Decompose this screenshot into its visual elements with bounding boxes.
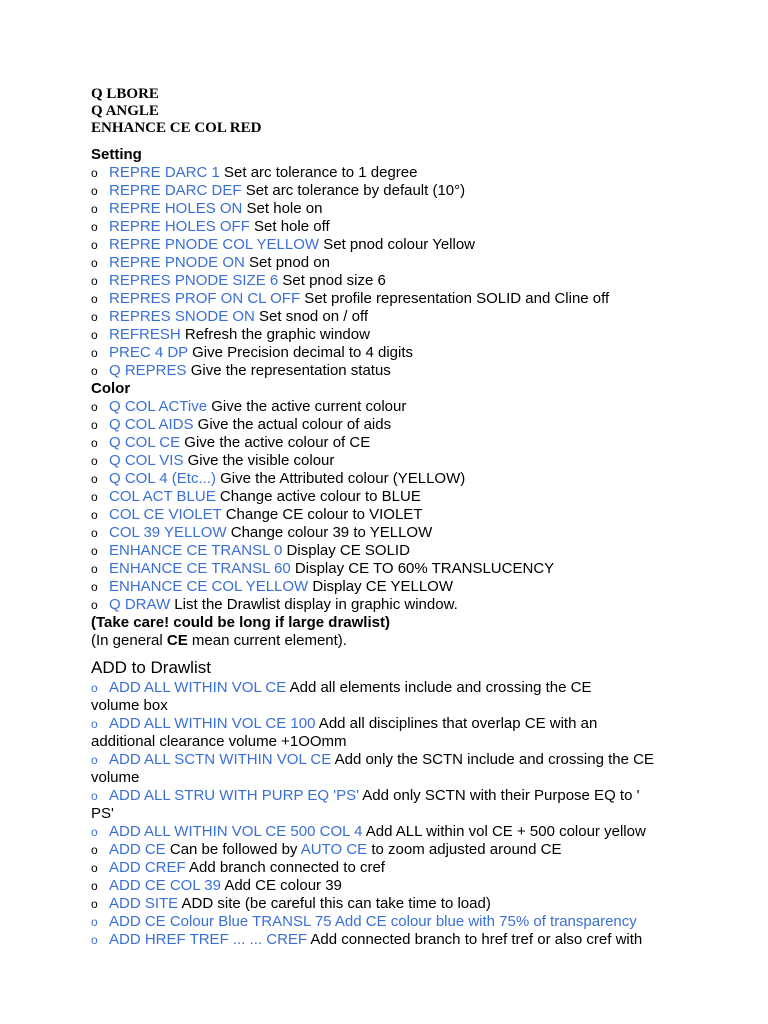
command-description-continued: PS' (91, 805, 114, 822)
list-item (91, 236, 751, 254)
command-text: ADD SITE (109, 895, 179, 912)
bullet-icon: o (91, 861, 98, 875)
bullet-icon: o (91, 310, 98, 324)
bullet-icon: o (91, 789, 98, 803)
command-description: Give the actual colour of aids (193, 416, 392, 433)
command-description: Add all elements include and crossing the CE (286, 679, 592, 696)
list-item (91, 164, 751, 182)
bullet-icon: o (91, 562, 98, 576)
list-item (91, 488, 751, 506)
bullet-icon: o (91, 454, 98, 468)
command-description: Set pnod colour Yellow (319, 236, 476, 253)
list-item (91, 578, 751, 596)
bullet-icon: o (91, 897, 98, 911)
command-text: ADD ALL SCTN WITHIN VOL CE (109, 751, 332, 768)
command-description: Set hole on (242, 200, 323, 217)
command-text: REPRE HOLES ON (109, 200, 243, 217)
bullet-icon: o (91, 681, 98, 695)
list-item (91, 679, 751, 715)
list-item (91, 218, 751, 236)
command-description: Change CE colour to VIOLET (221, 506, 423, 523)
command-description: Change colour 39 to YELLOW (226, 524, 433, 541)
list-item (91, 877, 751, 895)
list-item (91, 560, 751, 578)
bullet-icon: o (91, 933, 98, 947)
bullet-icon: o (91, 526, 98, 540)
bullet-icon: o (91, 166, 98, 180)
command-description: Set pnod size 6 (278, 272, 386, 289)
command-description: Add only the SCTN include and crossing the CE (331, 751, 654, 768)
header-line: Q ANGLE (91, 103, 159, 119)
command-text: REPRE DARC 1 (109, 164, 220, 181)
drawlist-list (91, 679, 751, 949)
list-item (91, 290, 751, 308)
command-description: Give the representation status (186, 362, 391, 379)
bullet-icon: o (91, 879, 98, 893)
command-description: Add all disciplines that overlap CE with an (315, 715, 598, 732)
command-text: COL CE VIOLET (109, 506, 222, 523)
command-text: REPRES SNODE ON (109, 308, 255, 325)
color-list (91, 398, 751, 614)
bullet-icon: o (91, 202, 98, 216)
command-text: ADD CE (109, 841, 166, 858)
command-text: ADD ALL STRU WITH PURP EQ 'PS' (109, 787, 359, 804)
bullet-icon: o (91, 184, 98, 198)
bullet-icon: o (91, 400, 98, 414)
command-description: ADD site (be careful this can take time to load) (178, 895, 491, 912)
header-line: Q LBORE (91, 86, 159, 102)
command-text: REPRE PNODE ON (109, 254, 245, 271)
bullet-icon: o (91, 598, 98, 612)
command-text: COL 39 YELLOW (109, 524, 227, 541)
command-text: Q DRAW (109, 596, 171, 613)
bullet-icon: o (91, 490, 98, 504)
list-item (91, 823, 751, 841)
command-description: to zoom adjusted around CE (367, 841, 562, 858)
command-description: Display CE TO 60% TRANSLUCENCY (290, 560, 555, 577)
command-description: Set arc tolerance by default (10°) (241, 182, 466, 199)
command-description: Set arc tolerance to 1 degree (219, 164, 418, 181)
command-description-continued: volume (91, 769, 140, 786)
bullet-icon: o (91, 753, 98, 767)
command-description: Add connected branch to href tref or also cref with (307, 931, 643, 948)
command-text: ADD ALL WITHIN VOL CE 500 COL 4 (109, 823, 363, 840)
list-item (91, 913, 751, 931)
command-text: ENHANCE CE TRANSL 60 (109, 560, 291, 577)
list-item (91, 200, 751, 218)
bullet-icon: o (91, 915, 98, 929)
command-text: ADD CE Colour Blue TRANSL 75 Add CE colour blue with 75% of transparency (109, 913, 637, 930)
command-text: AUTO CE (300, 841, 368, 858)
list-item (91, 182, 751, 200)
command-description-continued: additional clearance volume +1OOmm (91, 733, 347, 750)
command-description: Change active colour to BLUE (215, 488, 421, 505)
command-description: Set pnod on (244, 254, 330, 271)
list-item (91, 398, 751, 416)
command-description: Give the active colour of CE (180, 434, 371, 451)
command-text: ADD CE COL 39 (109, 877, 221, 894)
bullet-icon: o (91, 544, 98, 558)
color-heading: Color (91, 380, 131, 397)
command-text: REFRESH (109, 326, 181, 343)
list-item (91, 452, 751, 470)
command-text: Q COL 4 (Etc...) (109, 470, 216, 487)
ce-definition-note: (In general CE mean current element). (91, 632, 347, 649)
list-item (91, 506, 751, 524)
command-description: Set profile representation SOLID and Cline off (300, 290, 610, 307)
command-description: List the Drawlist display in graphic window. (170, 596, 458, 613)
command-text: REPRE PNODE COL YELLOW (109, 236, 320, 253)
command-text: Q COL AIDS (109, 416, 194, 433)
list-item (91, 751, 751, 787)
command-text: Q REPRES (109, 362, 187, 379)
command-text: ADD ALL WITHIN VOL CE (109, 679, 287, 696)
command-description: Display CE SOLID (282, 542, 410, 559)
drawlist-warning: (Take care! could be long if large drawlist) (91, 614, 390, 631)
list-item (91, 859, 751, 877)
command-text: REPRES PNODE SIZE 6 (109, 272, 279, 289)
command-text: ENHANCE CE TRANSL 0 (109, 542, 283, 559)
command-description: Display CE YELLOW (308, 578, 453, 595)
list-item (91, 931, 751, 949)
list-item (91, 434, 751, 452)
command-text: ADD HREF TREF ... ... CREF (109, 931, 308, 948)
bullet-icon: o (91, 328, 98, 342)
bullet-icon: o (91, 825, 98, 839)
command-description: Give the Attributed colour (YELLOW) (215, 470, 466, 487)
list-item (91, 715, 751, 751)
list-item (91, 542, 751, 560)
list-item (91, 470, 751, 488)
command-description: Give Precision decimal to 4 digits (187, 344, 414, 361)
bullet-icon: o (91, 472, 98, 486)
command-description: Give the visible colour (183, 452, 335, 469)
list-item (91, 254, 751, 272)
drawlist-heading: ADD to Drawlist (91, 658, 211, 677)
command-text: Q COL CE (109, 434, 181, 451)
list-item (91, 272, 751, 290)
bullet-icon: o (91, 436, 98, 450)
command-text: Q COL ACTive (109, 398, 208, 415)
bullet-icon: o (91, 580, 98, 594)
command-text: REPRES PROF ON CL OFF (109, 290, 301, 307)
list-item (91, 416, 751, 434)
command-description: Add ALL within vol CE + 500 colour yellow (362, 823, 646, 840)
bullet-icon: o (91, 238, 98, 252)
setting-heading: Setting (91, 146, 142, 163)
bullet-icon: o (91, 256, 98, 270)
command-description: Give the active current colour (207, 398, 407, 415)
command-description: Add CE colour 39 (220, 877, 342, 894)
command-text: PREC 4 DP (109, 344, 188, 361)
list-item (91, 362, 751, 380)
document-page (91, 86, 751, 949)
command-description: Add only SCTN with their Purpose EQ to ' (358, 787, 640, 804)
bullet-icon: o (91, 220, 98, 234)
bullet-icon: o (91, 843, 98, 857)
command-description-continued: volume box (91, 697, 168, 714)
command-description: Set hole off (249, 218, 330, 235)
list-item (91, 895, 751, 913)
list-item (91, 787, 751, 823)
command-text: REPRE DARC DEF (109, 182, 242, 199)
list-item (91, 308, 751, 326)
setting-list (91, 164, 751, 380)
list-item (91, 344, 751, 362)
command-text: COL ACT BLUE (109, 488, 216, 505)
command-text: REPRE HOLES OFF (109, 218, 250, 235)
bullet-icon: o (91, 717, 98, 731)
command-text: ENHANCE CE COL YELLOW (109, 578, 309, 595)
bullet-icon: o (91, 292, 98, 306)
command-description: Refresh the graphic window (180, 326, 370, 343)
bullet-icon: o (91, 508, 98, 522)
list-item (91, 326, 751, 344)
list-item (91, 841, 751, 859)
bullet-icon: o (91, 418, 98, 432)
bullet-icon: o (91, 274, 98, 288)
list-item (91, 524, 751, 542)
command-text: Q COL VIS (109, 452, 184, 469)
command-text: ADD ALL WITHIN VOL CE 100 (109, 715, 316, 732)
command-description: Can be followed by (165, 841, 301, 858)
header-line: ENHANCE CE COL RED (91, 120, 262, 136)
bullet-icon: o (91, 364, 98, 378)
command-text: ADD CREF (109, 859, 186, 876)
command-description: Add branch connected to cref (185, 859, 385, 876)
bullet-icon: o (91, 346, 98, 360)
command-description: Set snod on / off (254, 308, 369, 325)
list-item (91, 596, 751, 614)
